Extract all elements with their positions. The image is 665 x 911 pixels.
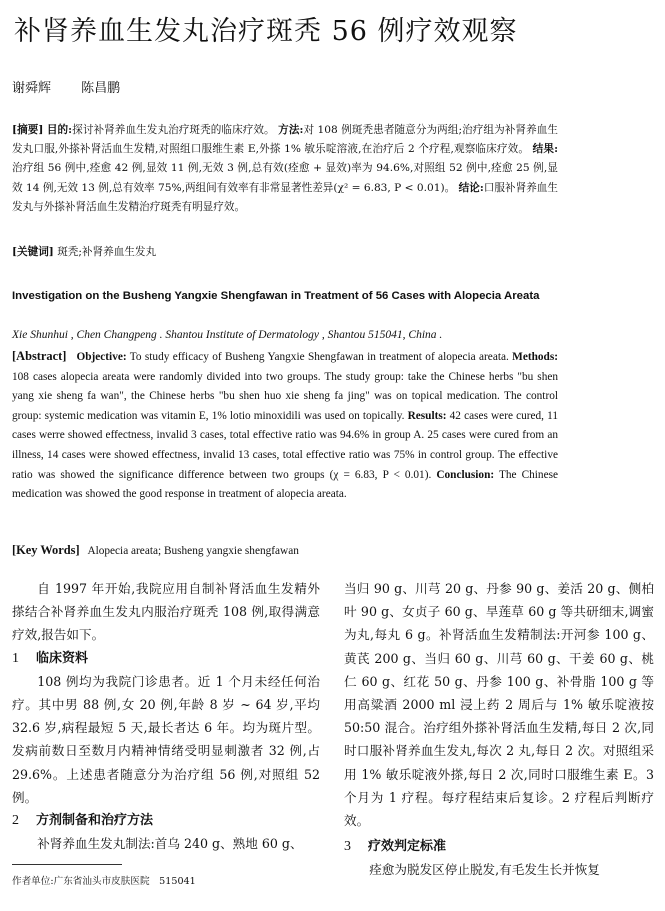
keywords-text: 斑秃;补肾养血生发丸: [57, 246, 157, 258]
english-conclusion-text: The Chinese medication was showed the good response in treatment of alopecia areata.: [12, 468, 559, 501]
criteria-paragraph: 痊愈为脱发区停止脱发,有毛发生长并恢复: [369, 862, 600, 878]
body-column-left: [12, 577, 320, 855]
intro-paragraph: 自 1997 年开始,我院应用自制补肾活血生发精外搽结合补肾养血生发丸内服治疗斑秃 108 例,取得满意疗效,报告如下。: [12, 581, 320, 643]
conclusion-text: 口服补肾养血生发丸与外搽补肾活血生发精治疗斑秃有明显疗效。: [12, 181, 559, 213]
result-label: 结果:: [532, 143, 559, 156]
clinical-data-paragraph: 108 例均为我院门诊患者。近 1 个月未经任何治疗。其中男 88 例,女 20 例,年龄 8 岁 ~ 64 岁,平均 32.6 岁,病程最短 5 天,最长者达 6 年。均为斑片型。发病前数日至数月内精神情绪受明显刺激者 32 例,占 29.6%。上述患者随意分为治疗组 56 例,对照组 52 例。: [12, 673, 320, 805]
article-title: 补肾养血生发丸治疗斑秃 56 例疗效观察: [14, 16, 518, 47]
english-results-text: 42 cases were cured, 11 cases werre showed effectness, invalid 3 cases, total effective ratio was 94.6% in group A. 25 cases were cured from an illness, 14 cases were showed effectness, invalid 13 cases, total effective ratio was 75% in control group. The effective ratio was showed the significance difference between two groups (χ = 6.83, P < 0.01).: [12, 409, 558, 481]
author-name: 陈昌鹏: [81, 81, 121, 96]
english-authors: Xie Shunhui , Chen Changpeng . Shantou Institute of Dermatology , Shantou 515041, China .: [12, 329, 443, 341]
english-objective-text: To study efficacy of Busheng Yangxie Shengfawan in treatment of alopecia areata.: [126, 351, 513, 363]
footnote-rule: [12, 864, 122, 865]
body-column-right: [344, 577, 654, 882]
objective-label: 目的:: [46, 124, 73, 136]
english-abstract: [12, 347, 558, 505]
conclusion-label: 结论:: [458, 181, 484, 194]
author-list: [12, 77, 146, 96]
section-heading: [12, 647, 320, 670]
chinese-abstract: [12, 121, 558, 217]
english-keywords-label: [Key Words]: [12, 543, 80, 557]
section-title: 疗效判定标准: [368, 839, 447, 855]
objective-text: 探讨补肾养血生发丸治疗斑秃的临床疗效。: [72, 124, 275, 136]
english-methods-text: 108 cases alopecia areata were randomly divided into two groups. The study group: take the Chinese herbs "bu shen yang xie sheng fa wan", the Chinese herbs "bu shen huo xie sheng fa jing" was on topical medication. The control group: systemic medication was vitamin E, 1% lotio minoxidili was used on topically.: [12, 370, 558, 422]
section-number: 2: [12, 813, 19, 829]
section-number: 3: [344, 839, 351, 855]
method-text: 对 108 例斑秃患者随意分为两组;治疗组为补肾养血生发丸口服,外搽补肾活血生发精,对照组口服维生素 E,外搽 1% 敏乐啶溶液,在治疗后 2 个疗程,观察临床疗效。: [12, 124, 558, 156]
english-title: Investigation on the Busheng Yangxie Shengfawan in Treatment of 56 Cases with Alopecia Areata: [12, 290, 540, 302]
result-text: 治疗组 56 例中,痊愈 42 例,显效 11 例,无效 3 例,总有效(痊愈 + 显效)率为 94.6%,对照组 52 例中,痊愈 25 例,显效 14 例,无效 13 例,总有效率 75%,两组间有效率有非常显著性差异(χ² = 6.83, P < 0.01)。: [12, 162, 558, 194]
english-methods-label: Methods:: [512, 351, 558, 363]
english-keywords-text: Alopecia areata; Busheng yangxie shengfawan: [87, 545, 299, 557]
method-label: 方法:: [278, 124, 304, 136]
section-heading: [344, 835, 654, 858]
chinese-keywords: [12, 243, 558, 262]
method-paragraph-cont: 当归 90 g、川芎 20 g、丹参 90 g、姜活 20 g、侧柏叶 90 g、女贞子 60 g、旱莲草 60 g 等共研细末,调蜜为丸,每丸 6 g。补肾活血生发精制法:开河参 100 g、黄芪 200 g、当归 60 g、川芎 60 g、干姜 60 g、桃仁 60 g、红花 50 g、丹参 100 g、补骨脂 100 g 等用高粱酒 2000 ml 浸上药 2 周后与 1% 敏乐啶液按 50:50 混合。治疗组外搽补肾活血生发精,每日 2 次,同时口服补肾养血生发丸,每次 2 丸,每日 2 次。对照组采用 1% 敏乐啶液外搽,每日 2 次,同时口服维生素 E。3 个月为 1 疗程。每疗程结束后复诊。2 疗程后判断疗效。: [344, 581, 654, 829]
method-paragraph-start: 补肾养血生发丸制法:首乌 240 g、熟地 60 g、: [37, 836, 303, 852]
english-conclusion-label: Conclusion:: [436, 468, 495, 481]
section-heading: [12, 809, 320, 832]
author-affiliation-footnote: 作者单位:广东省汕头市皮肤医院 515041: [12, 876, 196, 887]
english-abstract-label: [Abstract]: [12, 349, 67, 363]
section-number: 1: [12, 650, 19, 666]
section-title: 临床资料: [36, 650, 89, 666]
english-results-label: Results:: [407, 409, 447, 422]
english-objective-label: Objective:: [76, 351, 127, 363]
abstract-label: [摘要]: [12, 124, 44, 136]
keywords-label: [关键词]: [12, 246, 54, 258]
author-name: 谢舜辉: [12, 81, 52, 96]
english-keywords: [12, 541, 558, 560]
section-title: 方剂制备和治疗方法: [36, 813, 154, 829]
